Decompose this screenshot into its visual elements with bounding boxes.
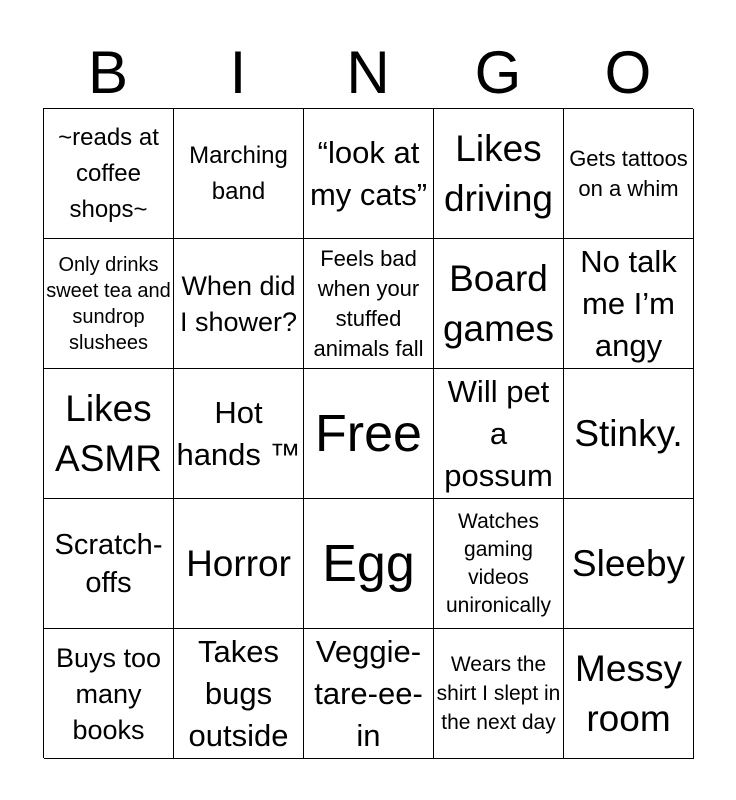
bingo-cell[interactable] [564,239,694,369]
free-space-cell[interactable] [304,369,434,499]
bingo-cell[interactable] [44,629,174,759]
cell-text: Feels bad when your stuffed animals fall [313,245,424,361]
header-letter-g: G [474,39,522,106]
cell-text: Marching band [189,141,288,205]
bingo-cell[interactable] [434,499,564,629]
cell-text: Stinky. [574,412,683,454]
cell-text: Buys too many books [55,642,162,745]
bingo-cell[interactable] [44,239,174,369]
bingo-cell[interactable] [564,109,694,239]
bingo-cell[interactable] [174,369,304,499]
bingo-cell[interactable] [44,499,174,629]
cell-text: Watches gaming videos unironically [445,509,552,617]
cell-text: Free [315,404,422,463]
cell-text: When did I shower? [179,270,298,337]
cell-text: “look at my cats” [309,134,428,212]
cell-text: Scratch-offs [54,528,163,599]
bingo-cell[interactable] [304,109,434,239]
bingo-cell[interactable] [434,239,564,369]
cell-text: Gets tattoos on a whim [569,145,688,201]
cell-text: Messy room [575,647,682,739]
cell-text: No talk me I’m angy [580,243,677,363]
cell-text: Sleeby [571,542,686,584]
cell-text: Likes driving [444,127,553,219]
bingo-header [43,40,693,106]
bingo-cell[interactable] [304,499,434,629]
cell-text: Board games [442,257,555,349]
header-letter-b: B [87,39,129,106]
cell-text: ~reads at coffee shops~ [58,123,159,223]
cell-text: Likes ASMR [55,387,162,479]
bingo-cell[interactable] [304,239,434,369]
bingo-board [43,108,693,758]
header-letter-n: N [346,39,390,106]
cell-text: Wears the shirt I slept in the next day [436,653,561,734]
header-letter-i: I [229,39,247,106]
cell-text: Horror [186,542,291,584]
bingo-cell[interactable] [44,369,174,499]
bingo-cell[interactable] [174,239,304,369]
bingo-cell[interactable] [564,369,694,499]
bingo-cell[interactable] [174,109,304,239]
bingo-cell[interactable] [44,109,174,239]
bingo-cell[interactable] [434,109,564,239]
bingo-cell[interactable] [434,629,564,759]
header-letter-o: O [604,39,652,106]
cell-text: Egg [322,534,415,593]
bingo-cell[interactable] [174,499,304,629]
cell-text: Hot hands ™ [176,394,301,472]
bingo-cell[interactable] [174,629,304,759]
bingo-cell[interactable] [304,629,434,759]
bingo-cell[interactable] [564,629,694,759]
cell-text: Only drinks sweet tea and sundrop slushees [46,253,171,354]
bingo-cell[interactable] [564,499,694,629]
cell-text: Takes bugs outside [188,633,289,753]
cell-text: Will pet a possum [444,373,553,493]
bingo-cell[interactable] [434,369,564,499]
cell-text: Veggie-tare-ee-in [314,633,423,753]
